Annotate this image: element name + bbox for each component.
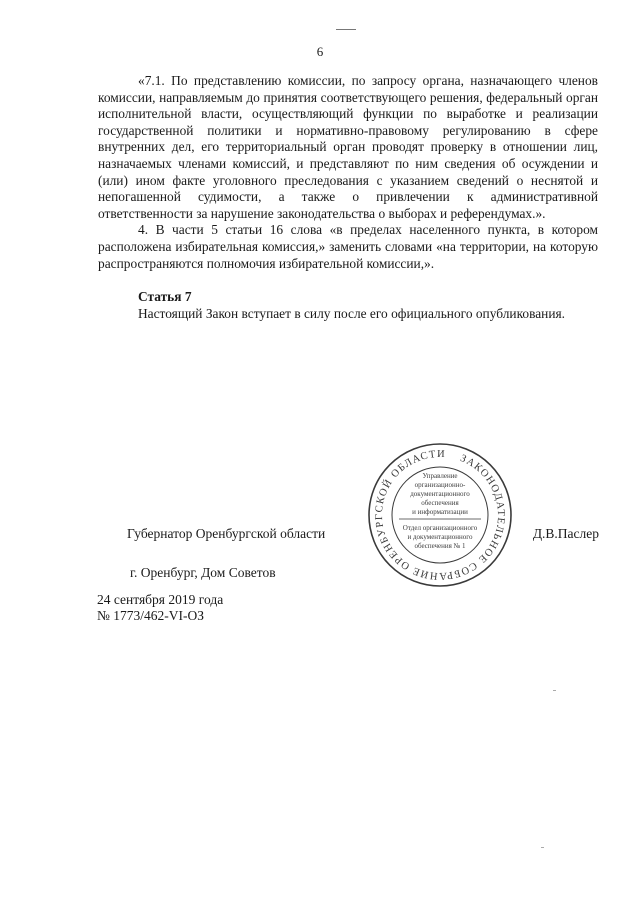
document-body	[98, 73, 598, 322]
signing-place: г. Оренбург, Дом Советов	[130, 565, 276, 580]
paragraph-4: 4. В части 5 статьи 16 слова «в пределах населенного пункта, в котором расположена избирательная комиссия,» заменить словами «на территории, на которую распространяются полномочия избирательной комиссии,».	[98, 222, 598, 271]
seal-line-4: обеспечения	[421, 499, 459, 507]
seal-line-8: обеспечения № 1	[414, 542, 466, 550]
seal-graphic	[367, 442, 513, 588]
official-seal	[367, 442, 513, 588]
signatory-role: Губернатор Оренбургской области	[127, 526, 326, 541]
scan-speck	[541, 847, 544, 848]
seal-line-2: организационно-	[414, 481, 466, 489]
scan-speck	[553, 690, 556, 691]
header-mark	[336, 29, 356, 31]
paragraph-7-1: «7.1. По представлению комиссии, по запросу органа, назначающего членов комиссии, направляемым до принятия соответствующего решения, федеральный орган исполнительной власти, осуществляющий функции по выработке и реализации государственной политики и нормативно-правовому регулированию в сфере внутренних дел, его территориальный орган проводят проверку в отношении лиц, назначаемых членами комиссий, и представляют по ним сведения об осуждении и (или) ином факте уголовного преследования с указанием сведений о неснятой и непогашенной судимости, а также о привлечении к административной ответственности за нарушение законодательства о выборах и референдумах.».	[98, 73, 598, 221]
document-number: № 1773/462-VI-ОЗ	[97, 608, 205, 623]
seal-line-7: и документационного	[407, 533, 473, 541]
seal-line-1: Управление	[422, 472, 458, 480]
article-heading: Статья 7	[138, 289, 192, 305]
page-number: 6	[316, 44, 324, 59]
signatory-name: Д.В.Паслер	[532, 526, 599, 541]
document-date-block	[97, 592, 223, 624]
seal-line-6: Отдел организационного	[402, 524, 478, 532]
document-date: 24 сентября 2019 года	[97, 592, 224, 607]
seal-ring-text: ЗАКОНОДАТЕЛЬНОЕ СОБРАНИЕ ОРЕНБУРГСКОЙ ОБЛАСТИ	[373, 448, 507, 582]
seal-line-3: документационного	[410, 490, 470, 498]
seal-line-5: и информатизации	[412, 508, 468, 516]
article-text: Настоящий Закон вступает в силу после его официального опубликования.	[138, 305, 566, 321]
